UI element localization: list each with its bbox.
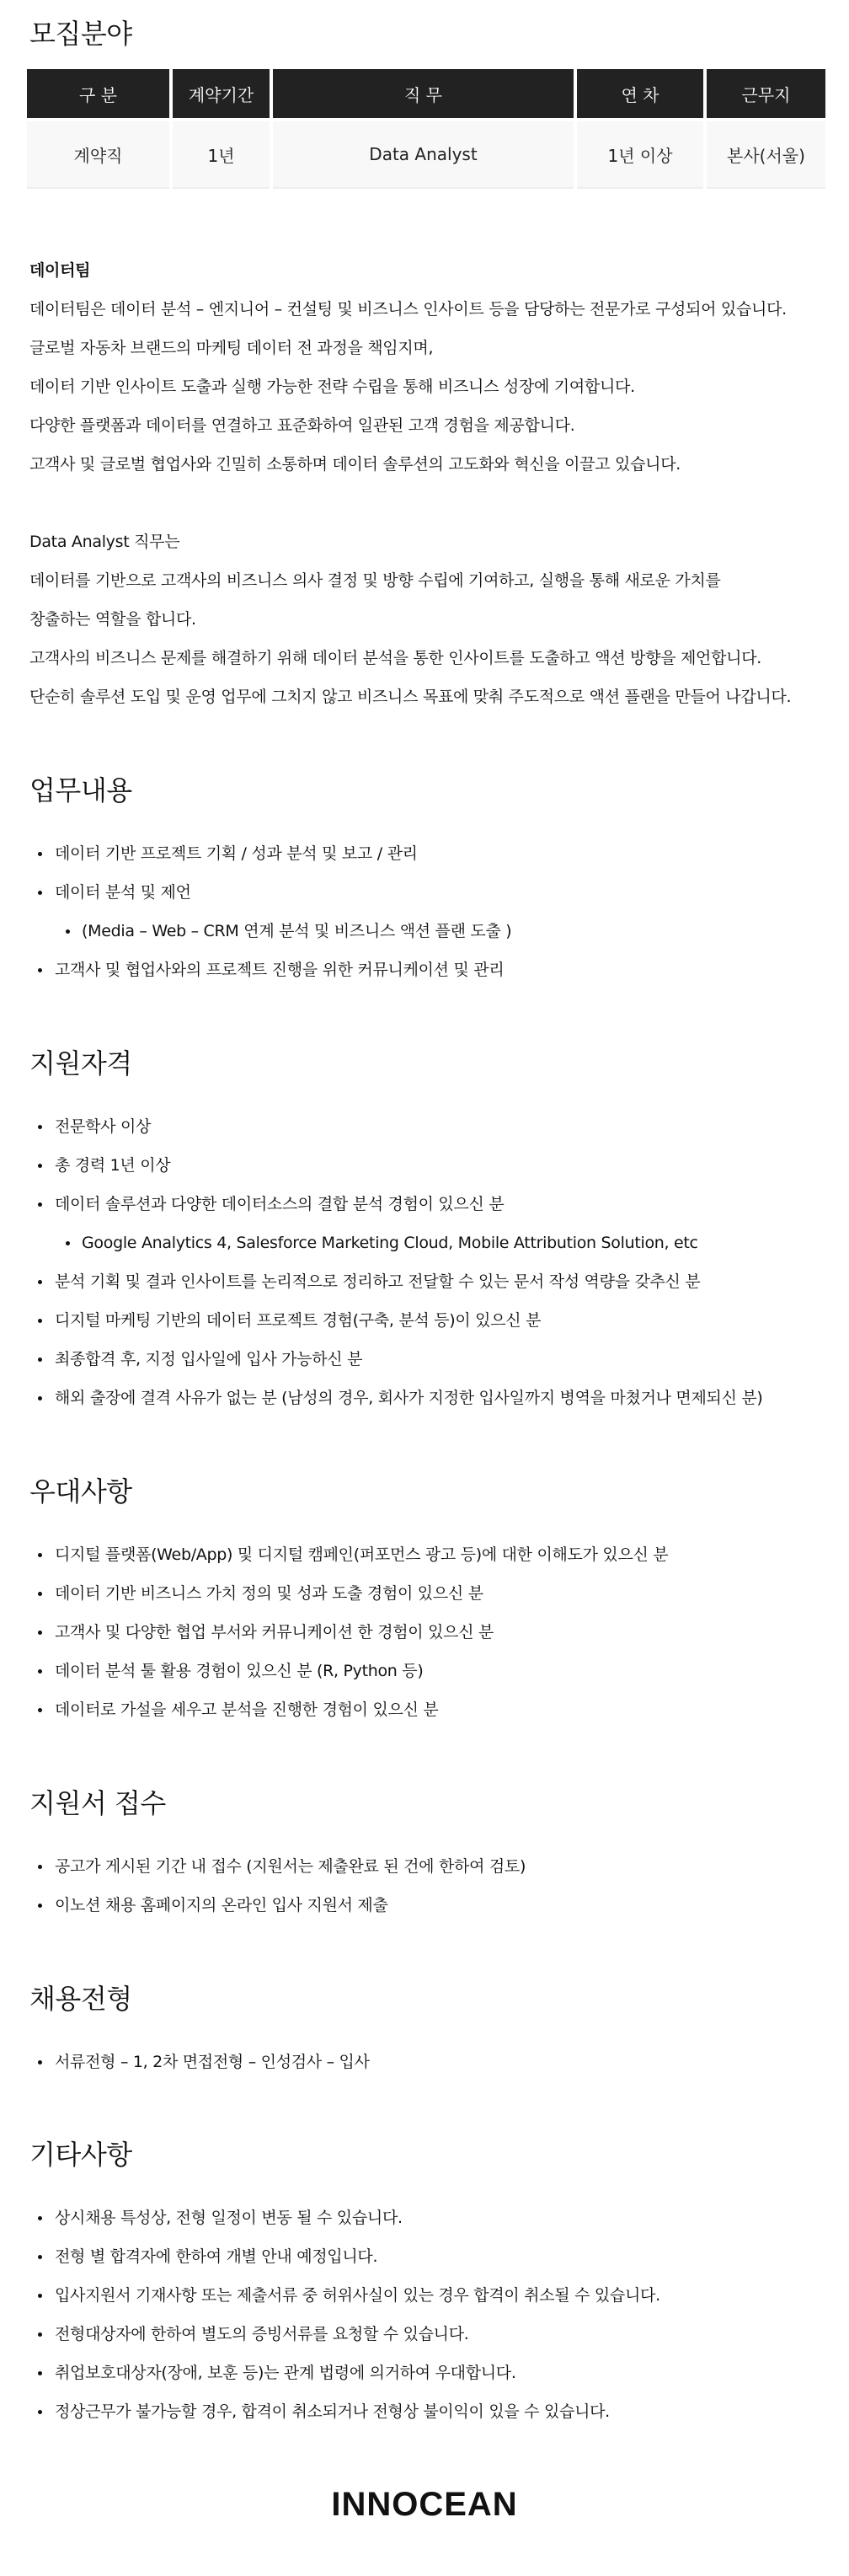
team-line: 글로벌 자동차 브랜드의 마케팅 데이터 전 과정을 책임지며, (29, 339, 434, 357)
header-job: 직 무 (273, 69, 574, 118)
list-item: 디지털 플랫폼(Web/App) 및 디지털 캠페인(퍼포먼스 광고 등)에 대한 이해도가 있으신 분 (29, 1535, 830, 1574)
list-item: 서류전형 – 1, 2차 면접전형 – 인성검사 – 입사 (29, 2043, 830, 2081)
list-item: Google Analytics 4, Salesforce Marketing Cloud, Mobile Attribution Solution, etc (29, 1224, 830, 1262)
recruit-table-header-row (27, 69, 825, 118)
list-item: 데이터 분석 및 제언 (29, 873, 830, 912)
qualifications-list (29, 1107, 830, 1417)
cell-experience: 1년 이상 (577, 118, 703, 189)
list-item: 고객사 및 협업사와의 프로젝트 진행을 위한 커뮤니케이션 및 관리 (29, 951, 830, 989)
team-line: 데이터 기반 인사이트 도출과 실행 가능한 전략 수립을 통해 비즈니스 성장에 기여합니다. (29, 378, 635, 396)
list-item: 상시채용 특성상, 전형 일정이 변동 될 수 있습니다. (29, 2198, 830, 2237)
duties-list (29, 834, 830, 989)
role-heading: Data Analyst 직무는 (29, 533, 180, 551)
role-line: 데이터를 기반으로 고객사의 비즈니스 의사 결정 및 방향 수립에 기여하고, 실행을 통해 새로운 가치를 (29, 571, 721, 590)
list-item: 이노션 채용 홈페이지의 온라인 입사 지원서 제출 (29, 1886, 830, 1925)
application-section-title: 지원서 접수 (29, 1787, 166, 1819)
list-item: 전문학사 이상 (29, 1107, 830, 1146)
etc-list (29, 2198, 830, 2431)
list-item: 정상근무가 불가능할 경우, 합격이 취소되거나 전형상 불이익이 있을 수 있습니다. (29, 2392, 830, 2431)
list-item: 공고가 게시된 기간 내 접수 (지원서는 제출완료 된 건에 한하여 검토) (29, 1847, 830, 1886)
team-line: 다양한 플랫폼과 데이터를 연결하고 표준화하여 일관된 고객 경험을 제공합니다. (29, 416, 575, 435)
qualifications-section-title: 지원자격 (29, 1047, 132, 1079)
list-item: 취업보호대상자(장애, 보훈 등)는 관계 법령에 의거하여 우대합니다. (29, 2354, 830, 2392)
list-item: 해외 출장에 결격 사유가 없는 분 (남성의 경우, 회사가 지정한 입사일까지 병역을 마쳤거나 면제되신 분) (29, 1379, 830, 1417)
list-item: 고객사 및 다양한 협업 부서와 커뮤니케이션 한 경험이 있으신 분 (29, 1613, 830, 1652)
process-list (29, 2043, 830, 2081)
role-line: 창출하는 역할을 합니다. (29, 610, 196, 629)
preferred-section-title: 우대사항 (29, 1475, 132, 1508)
header-category: 구 분 (27, 69, 169, 118)
recruit-table (24, 69, 829, 189)
list-item: 입사지원서 기재사항 또는 제출서류 중 허위사실이 있는 경우 합격이 취소될 수 있습니다. (29, 2276, 830, 2315)
cell-category: 계약직 (27, 118, 169, 189)
list-item: 분석 기획 및 결과 인사이트를 논리적으로 정리하고 전달할 수 있는 문서 작성 역량을 갖추신 분 (29, 1262, 830, 1301)
list-item: 데이터로 가설을 세우고 분석을 진행한 경험이 있으신 분 (29, 1690, 830, 1729)
recruit-section-title: 모집분야 (29, 18, 132, 50)
team-intro (29, 251, 830, 484)
role-line: 고객사의 비즈니스 문제를 해결하기 위해 데이터 분석을 통한 인사이트를 도출하고 액션 방향을 제언합니다. (29, 649, 761, 667)
list-item: 전형 별 합격자에 한하여 개별 안내 예정입니다. (29, 2237, 830, 2276)
team-line: 고객사 및 글로벌 협업사와 긴밀히 소통하며 데이터 솔루션의 고도화와 혁신을 이끌고 있습니다. (29, 455, 681, 474)
cell-location: 본사(서울) (707, 118, 825, 189)
role-line: 단순히 솔루션 도입 및 운영 업무에 그치지 않고 비즈니스 목표에 맞춰 주도적으로 액션 플랜을 만들어 나갑니다. (29, 688, 792, 706)
innocean-logo: INNOCEAN (331, 2486, 518, 2523)
cell-job: Data Analyst (273, 118, 574, 189)
cell-contract-period: 1년 (173, 118, 270, 189)
preferred-list (29, 1535, 830, 1729)
role-intro (29, 522, 830, 716)
list-item: 데이터 기반 프로젝트 기획 / 성과 분석 및 보고 / 관리 (29, 834, 830, 873)
team-line: 데이터팀은 데이터 분석 – 엔지니어 – 컨설팅 및 비즈니스 인사이트 등을 담당하는 전문가로 구성되어 있습니다. (29, 300, 787, 319)
list-item: 데이터 분석 툴 활용 경험이 있으신 분 (R, Python 등) (29, 1652, 830, 1690)
list-item: 최종합격 후, 지정 입사일에 입사 가능하신 분 (29, 1340, 830, 1379)
list-item: 디지털 마케팅 기반의 데이터 프로젝트 경험(구축, 분석 등)이 있으신 분 (29, 1301, 830, 1340)
table-row (27, 118, 825, 189)
list-item: 전형대상자에 한하여 별도의 증빙서류를 요청할 수 있습니다. (29, 2315, 830, 2354)
duties-section-title: 업무내용 (29, 774, 132, 806)
list-item: (Media – Web – CRM 연계 분석 및 비즈니스 액션 플랜 도출 ) (29, 912, 830, 951)
list-item: 데이터 솔루션과 다양한 데이터소스의 결합 분석 경험이 있으신 분 (29, 1185, 830, 1224)
header-location: 근무지 (707, 69, 825, 118)
team-heading: 데이터팀 (29, 261, 91, 280)
process-section-title: 채용전형 (29, 1983, 132, 2015)
application-list (29, 1847, 830, 1925)
header-contract-period: 계약기간 (173, 69, 270, 118)
header-experience: 연 차 (577, 69, 703, 118)
list-item: 총 경력 1년 이상 (29, 1146, 830, 1185)
list-item: 데이터 기반 비즈니스 가치 정의 및 성과 도출 경험이 있으신 분 (29, 1574, 830, 1613)
etc-section-title: 기타사항 (29, 2139, 132, 2171)
